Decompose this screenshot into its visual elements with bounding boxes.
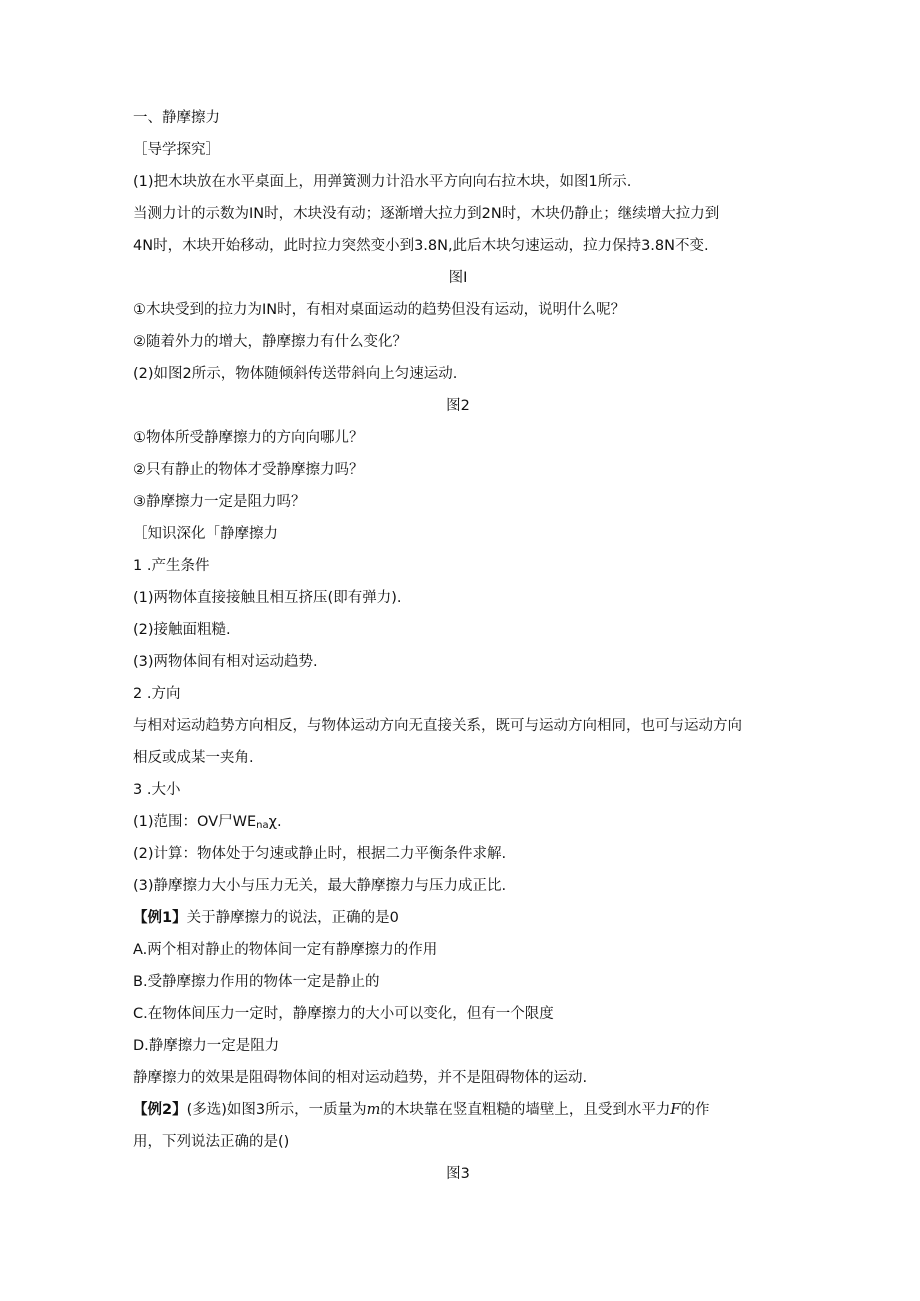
range-text: (1)范围：OV尸WE — [133, 814, 257, 830]
example-1-option-a: A.两个相对静止的物体间一定有静摩擦力的作用 — [133, 942, 438, 958]
subsection-1-item-2: (2)接触面粗糙. — [133, 622, 231, 638]
range-suffix: χ. — [268, 814, 282, 830]
question-2-sub-3: ③静摩擦力一定是阻力吗？ — [133, 494, 306, 510]
guide-label: ［导学探究］ — [133, 142, 220, 158]
question-1-intro: (1)把木块放在水平桌面上，用弹簧测力计沿水平方向向右拉木块，如图1所示. — [133, 174, 632, 190]
example-2-text-2: 的木块靠在竖直粗糙的墙壁上，且受到水平力 — [380, 1102, 671, 1118]
range-subscript: na — [256, 820, 269, 831]
force-symbol: F — [670, 1102, 681, 1118]
section-heading: 一、静摩擦力 — [133, 110, 220, 126]
subsection-1-item-1: (1)两物体直接接触且相互挤压(即有弹力). — [133, 590, 402, 606]
figure-3-caption: 图3 — [446, 1166, 470, 1182]
subsection-3-item-1 — [133, 812, 282, 836]
subsection-1-title: 1 .产生条件 — [133, 558, 210, 574]
example-2-text-3: 的作 — [680, 1102, 710, 1118]
question-1-sub-1: ①木块受到的拉力为IN时，有相对桌面运动的趋势但没有运动，说明什么呢？ — [133, 302, 626, 318]
question-1-text: 当测力计的示数为IN时，木块没有动；逐渐增大拉力到2N时，木块仍静止；继续增大拉力到 — [133, 206, 720, 222]
question-1-text-continued: 4N时，木块开始移动，此时拉力突然变小到3.8N,此后木块匀速运动，拉力保持3.8N不变. — [133, 238, 709, 254]
subsection-2-text-continued: 相反或成某一夹角. — [133, 750, 254, 766]
example-1-label: 【例1】 — [133, 910, 187, 926]
example-2-text-1: (多选)如图3所示，一质量为 — [186, 1102, 367, 1118]
figure-1-caption: 图I — [448, 270, 468, 286]
subsection-3-title: 3 .大小 — [133, 782, 181, 798]
subsection-3-item-2: (2)计算：物体处于匀速或静止时，根据二力平衡条件求解. — [133, 846, 507, 862]
subsection-3-item-3: (3)静摩擦力大小与压力无关，最大静摩擦力与压力成正比. — [133, 878, 507, 894]
subsection-2-title: 2 .方向 — [133, 686, 181, 702]
example-2-question — [133, 1100, 709, 1120]
question-1-sub-2: ②随着外力的增大，静摩擦力有什么变化？ — [133, 334, 407, 350]
figure-2-caption: 图2 — [446, 398, 470, 414]
example-2-label: 【例2】 — [133, 1102, 187, 1118]
example-1-option-b: B.受静摩擦力作用的物体一定是静止的 — [133, 974, 380, 990]
question-2-sub-2: ②只有静止的物体才受静摩擦力吗？ — [133, 462, 364, 478]
example-1-option-d: D.静摩擦力一定是阻力 — [133, 1038, 280, 1054]
example-2-question-continued: 用，下列说法正确的是() — [133, 1134, 290, 1150]
example-1-note: 静摩擦力的效果是阻碍物体间的相对运动趋势，并不是阻碍物体的运动. — [133, 1070, 588, 1086]
example-1-option-c: C.在物体间压力一定时，静摩擦力的大小可以变化，但有一个限度 — [133, 1006, 554, 1022]
subsection-1-item-3: (3)两物体间有相对运动趋势. — [133, 654, 318, 670]
subsection-2-text: 与相对运动趋势方向相反，与物体运动方向无直接关系，既可与运动方向相同，也可与运动方向 — [133, 718, 742, 734]
mass-symbol: m — [366, 1102, 381, 1118]
question-2-intro: (2)如图2所示，物体随倾斜传送带斜向上匀速运动. — [133, 366, 458, 382]
question-2-sub-1: ①物体所受静摩擦力的方向向哪儿？ — [133, 430, 364, 446]
knowledge-label: ［知识深化「静摩擦力 — [133, 526, 278, 542]
example-1-text: 关于静摩擦力的说法，正确的是0 — [186, 910, 399, 926]
example-1-question — [133, 908, 399, 928]
